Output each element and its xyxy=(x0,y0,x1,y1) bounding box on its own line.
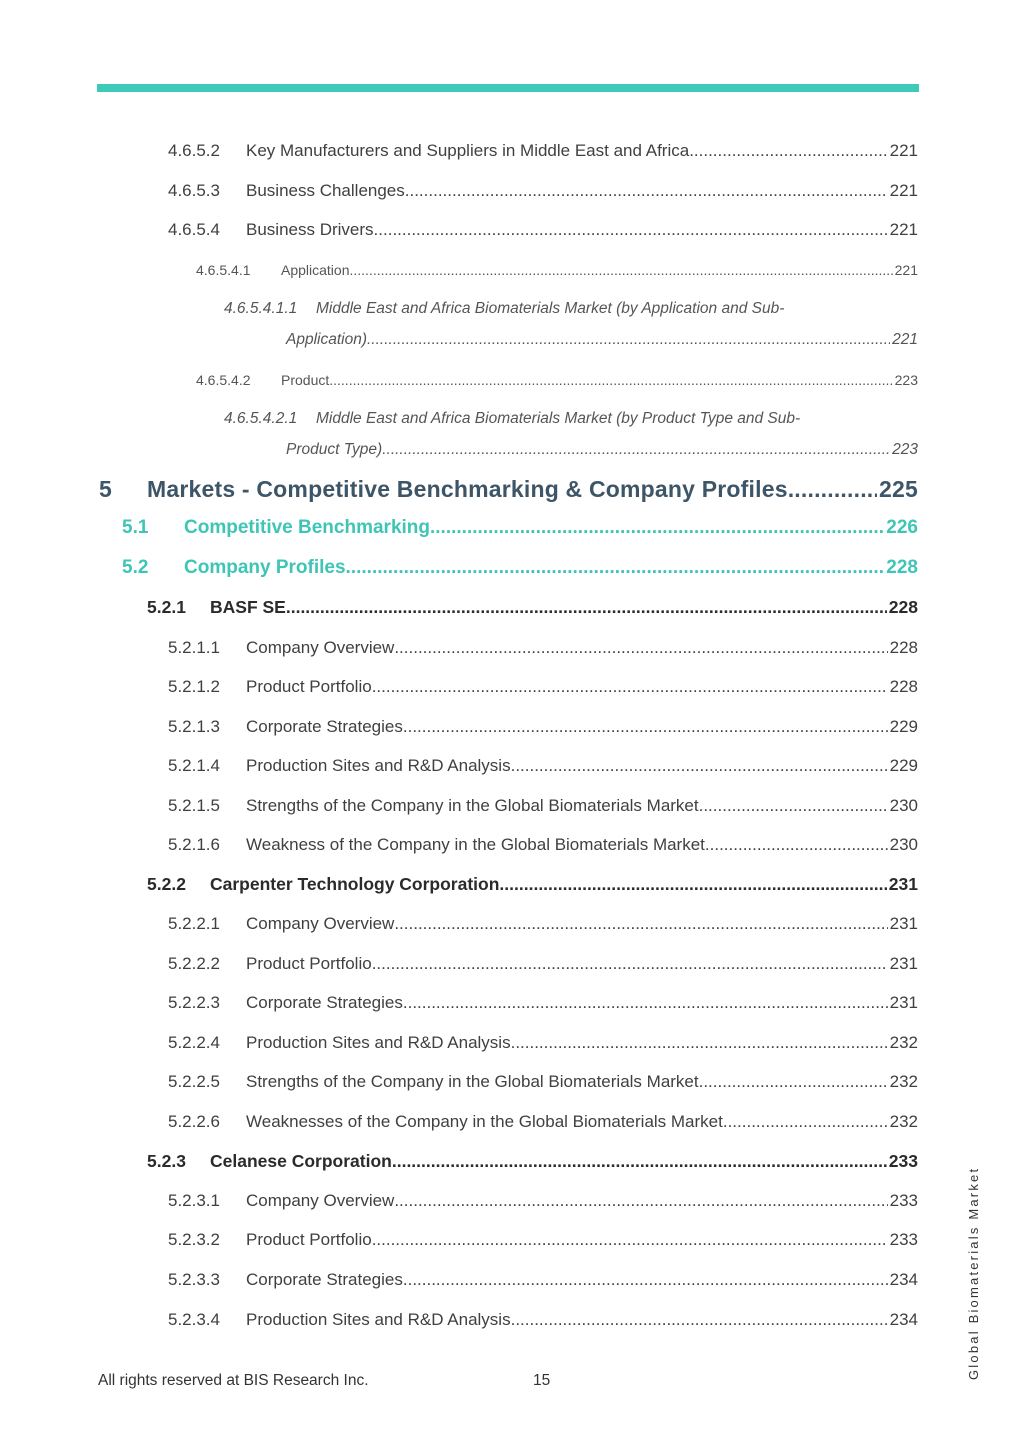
toc-leader xyxy=(705,835,888,855)
toc-title: Middle East and Africa Biomaterials Market (by Application and Sub- xyxy=(316,300,785,317)
toc-title: Middle East and Africa Biomaterials Market (by Product Type and Sub- xyxy=(316,410,801,427)
toc-leader xyxy=(382,441,890,459)
toc-leader xyxy=(350,262,893,278)
toc-leader xyxy=(723,1112,888,1132)
toc-number: 4.6.5.4.1 xyxy=(196,262,251,278)
toc-page: 229 xyxy=(889,717,918,736)
toc-leader xyxy=(689,141,887,161)
toc-page: 233 xyxy=(889,1191,918,1210)
toc-entry[interactable] xyxy=(168,756,918,776)
toc-entry[interactable] xyxy=(168,1230,918,1250)
toc-page: 223 xyxy=(892,441,918,458)
toc-page: 229 xyxy=(889,756,918,775)
toc-entry[interactable] xyxy=(168,835,918,855)
toc-number: 4.6.5.4 xyxy=(168,220,220,239)
toc-entry[interactable] xyxy=(168,717,918,737)
toc-number: 5.2.1 xyxy=(147,597,186,617)
toc-entry-line1[interactable] xyxy=(224,300,918,318)
toc-entry[interactable] xyxy=(168,1310,918,1330)
toc-leader xyxy=(405,181,888,201)
toc-section-entry[interactable] xyxy=(122,517,918,539)
toc-entry[interactable] xyxy=(168,181,918,201)
toc-leader xyxy=(699,1072,888,1092)
toc-leader xyxy=(699,796,888,816)
toc-entry[interactable] xyxy=(168,993,918,1013)
top-accent-bar xyxy=(97,84,919,92)
toc-title: Product Portfolio xyxy=(246,677,372,696)
toc-entry[interactable] xyxy=(168,1270,918,1290)
toc-entry-line2[interactable] xyxy=(286,441,918,459)
toc-leader xyxy=(403,1270,888,1290)
toc-page: 231 xyxy=(889,954,918,973)
toc-leader xyxy=(403,717,888,737)
toc-leader xyxy=(367,331,890,349)
toc-number: 5.1 xyxy=(122,517,149,538)
footer-copyright: All rights reserved at BIS Research Inc. xyxy=(98,1372,369,1389)
toc-title: Product Portfolio xyxy=(246,1230,372,1249)
toc-title: Business Challenges xyxy=(246,181,405,200)
toc-title: Company Overview xyxy=(246,638,395,657)
toc-leader xyxy=(286,597,887,618)
side-label: Global Biomaterials Market xyxy=(966,1166,981,1380)
toc-leader xyxy=(394,638,887,658)
toc-page: 228 xyxy=(888,597,918,617)
toc-number: 5.2.1.6 xyxy=(168,835,220,854)
toc-title: Carpenter Technology Corporation xyxy=(210,874,500,894)
toc-number: 5.2.1.2 xyxy=(168,677,220,696)
toc-title: BASF SE xyxy=(210,597,286,617)
toc-number: 4.6.5.4.2 xyxy=(196,372,251,388)
toc-title: Strengths of the Company in the Global Biomaterials Market xyxy=(246,796,699,815)
toc-page: 233 xyxy=(888,1151,918,1171)
toc-number: 5.2.3.4 xyxy=(168,1310,220,1329)
toc-title: Production Sites and R&D Analysis xyxy=(246,1310,511,1329)
toc-entry[interactable] xyxy=(168,141,918,161)
toc-page: 228 xyxy=(889,677,918,696)
toc-number: 5.2.1.1 xyxy=(168,638,220,657)
toc-number: 5.2.2.1 xyxy=(168,914,220,933)
toc-title: Product Portfolio xyxy=(246,954,372,973)
toc-chapter-entry[interactable] xyxy=(99,476,918,503)
toc-page: 232 xyxy=(889,1072,918,1091)
toc-title: Celanese Corporation xyxy=(210,1151,392,1171)
toc-entry[interactable] xyxy=(168,1112,918,1132)
toc-entry-line2[interactable] xyxy=(286,331,918,349)
toc-title-continued: Product Type) xyxy=(286,441,383,458)
toc-entry[interactable] xyxy=(196,372,918,388)
toc-number: 4.6.5.2 xyxy=(168,141,220,160)
toc-title: Product xyxy=(281,372,330,388)
toc-number: 5.2.2 xyxy=(147,874,186,894)
toc-number: 5.2.2.2 xyxy=(168,954,220,973)
toc-page: 232 xyxy=(889,1033,918,1052)
toc-title: Business Drivers xyxy=(246,220,374,239)
toc-number: 5.2.1.5 xyxy=(168,796,220,815)
toc-leader xyxy=(403,993,888,1013)
toc-title: Weakness of the Company in the Global Biomaterials Market xyxy=(246,835,705,854)
toc-title: Competitive Benchmarking xyxy=(184,517,430,538)
toc-entry[interactable] xyxy=(168,1033,918,1053)
toc-number: 5.2.1.3 xyxy=(168,717,220,736)
toc-page: 221 xyxy=(889,181,918,200)
toc-leader xyxy=(788,476,877,503)
toc-title: Application xyxy=(281,262,350,278)
toc-title: Production Sites and R&D Analysis xyxy=(246,756,511,775)
toc-subsection-entry[interactable] xyxy=(147,1151,918,1172)
toc-page: 234 xyxy=(889,1310,918,1329)
toc-leader xyxy=(392,1151,887,1172)
toc-title: Company Overview xyxy=(246,914,395,933)
toc-page: 223 xyxy=(894,372,918,388)
toc-page: 228 xyxy=(889,638,918,657)
toc-number: 4.6.5.4.1.1 xyxy=(224,300,298,317)
toc-entry[interactable] xyxy=(168,638,918,658)
toc-number: 5.2.3.3 xyxy=(168,1270,220,1289)
footer-page-number: 15 xyxy=(533,1372,551,1389)
toc-leader xyxy=(499,874,886,895)
toc-title: Markets - Competitive Benchmarking & Company Profiles xyxy=(147,476,788,502)
toc-entry-line1[interactable] xyxy=(224,410,918,428)
toc-leader xyxy=(372,677,888,697)
toc-entry[interactable] xyxy=(196,262,918,278)
toc-number: 5.2.3.2 xyxy=(168,1230,220,1249)
toc-page: 232 xyxy=(889,1112,918,1131)
toc-title: Company Profiles xyxy=(184,557,346,578)
toc-leader xyxy=(511,756,888,776)
toc-page: 225 xyxy=(879,476,918,502)
toc-number: 5.2.2.5 xyxy=(168,1072,220,1091)
toc-leader xyxy=(511,1310,888,1330)
toc-page: 230 xyxy=(889,796,918,815)
toc-leader xyxy=(430,517,884,539)
toc-leader xyxy=(394,914,887,934)
toc-title-continued: Application) xyxy=(286,331,367,348)
toc-section-entry[interactable] xyxy=(122,557,918,579)
toc-number: 4.6.5.3 xyxy=(168,181,220,200)
toc-entry[interactable] xyxy=(168,954,918,974)
toc-page: 221 xyxy=(892,331,918,348)
toc-title: Weaknesses of the Company in the Global Biomaterials Market xyxy=(246,1112,723,1131)
toc-page: 231 xyxy=(889,993,918,1012)
toc-page: 234 xyxy=(889,1270,918,1289)
toc-number: 5 xyxy=(99,476,112,502)
toc-page: 233 xyxy=(889,1230,918,1249)
toc-entry[interactable] xyxy=(168,914,918,934)
toc-number: 5.2.3 xyxy=(147,1151,186,1171)
toc-title: Key Manufacturers and Suppliers in Middle East and Africa xyxy=(246,141,690,160)
toc-entry[interactable] xyxy=(168,1191,918,1211)
toc-entry[interactable] xyxy=(168,796,918,816)
toc-leader xyxy=(372,1230,888,1250)
toc-title: Production Sites and R&D Analysis xyxy=(246,1033,511,1052)
toc-page: 221 xyxy=(889,220,918,239)
toc-subsection-entry[interactable] xyxy=(147,874,918,895)
toc-number: 5.2.3.1 xyxy=(168,1191,220,1210)
toc-leader xyxy=(394,1191,887,1211)
toc-page: 226 xyxy=(886,517,918,538)
toc-page: 231 xyxy=(889,914,918,933)
toc-leader xyxy=(374,220,888,240)
toc-number: 5.2.1.4 xyxy=(168,756,220,775)
toc-entry[interactable] xyxy=(168,677,918,697)
toc-number: 4.6.5.4.2.1 xyxy=(224,410,298,427)
toc-page: 228 xyxy=(886,557,918,578)
toc-title: Strengths of the Company in the Global Biomaterials Market xyxy=(246,1072,699,1091)
toc-number: 5.2.2.4 xyxy=(168,1033,220,1052)
toc-title: Company Overview xyxy=(246,1191,395,1210)
toc-leader xyxy=(346,557,885,579)
toc-page: 230 xyxy=(889,835,918,854)
toc-title: Corporate Strategies xyxy=(246,993,403,1012)
toc-leader xyxy=(511,1033,888,1053)
toc-entry[interactable] xyxy=(168,220,918,240)
toc-leader xyxy=(329,372,892,388)
toc-page: 221 xyxy=(894,262,918,278)
toc-number: 5.2 xyxy=(122,557,149,578)
toc-title: Corporate Strategies xyxy=(246,1270,403,1289)
toc-number: 5.2.2.6 xyxy=(168,1112,220,1131)
toc-number: 5.2.2.3 xyxy=(168,993,220,1012)
toc-subsection-entry[interactable] xyxy=(147,597,918,618)
toc-title: Corporate Strategies xyxy=(246,717,403,736)
toc-page: 221 xyxy=(889,141,918,160)
toc-entry[interactable] xyxy=(168,1072,918,1092)
toc-page: 231 xyxy=(888,874,918,894)
toc-leader xyxy=(372,954,888,974)
